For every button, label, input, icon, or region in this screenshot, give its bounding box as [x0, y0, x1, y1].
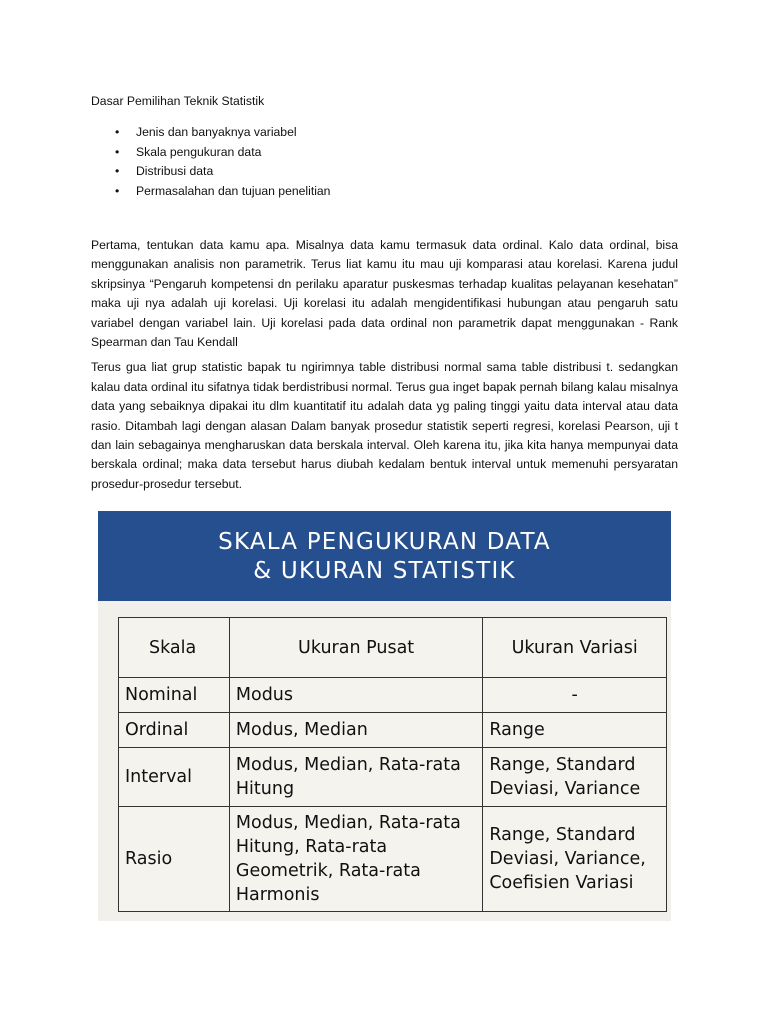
list-item [91, 162, 678, 181]
table-cell-variation: Range, Standard Deviasi, Variance, Coefisien Variasi [483, 807, 667, 912]
table-cell-variation: - [483, 678, 667, 713]
list-item [91, 143, 678, 162]
figure-title-line-1: SKALA PENGUKURAN DATA [218, 529, 551, 555]
column-header-ukuran-variasi: Ukuran Variasi [483, 618, 667, 678]
criteria-list [91, 123, 678, 201]
bullet-icon: • [115, 164, 120, 179]
table-cell-variation: Range, Standard Deviasi, Variance [483, 748, 667, 807]
document-heading: Dasar Pemilihan Teknik Statistik [91, 94, 265, 108]
table-cell-scale: Interval [119, 748, 230, 807]
list-item [91, 123, 678, 142]
figure-title-line-2: & UKURAN STATISTIK [253, 558, 516, 584]
table-cell-central: Modus, Median, Rata-rata Hitung [229, 748, 482, 807]
figure-title-banner [98, 511, 671, 601]
table-cell-scale: Ordinal [119, 713, 230, 748]
table-cell-central: Modus, Median [229, 713, 482, 748]
column-header-ukuran-pusat: Ukuran Pusat [229, 618, 482, 678]
list-item-text: Skala pengukuran data [136, 144, 262, 159]
table-cell-central: Modus, Median, Rata-rata Hitung, Rata-rata Geometrik, Rata-rata Harmonis [229, 807, 482, 912]
bullet-icon: • [115, 125, 120, 140]
paragraph-2: Terus gua liat grup statistic bapak tu ngirimnya table distribusi normal sama table distribusi t. sedangkan kalau data ordinal itu sifatnya tidak berdistribusi normal. Terus gua inget bapak pernah bilang kalau misalnya data yang sebaiknya dipakai itu dlm kuantitatif itu adalah data yg paling tinggi yaitu data interval atau data rasio. Ditambah lagi dengan alasan Dalam banyak prosedur statistik seperti regresi, korelasi Pearson, uji t dan lain sebagainya mengharuskan data berskala interval. Oleh karena itu, jika kita hanya mempunyai data berskala ordinal; maka data tersebut harus diubah kedalam bentuk interval untuk memenuhi persyaratan prosedur-prosedur tersebut. [91, 360, 678, 491]
scale-statistics-table [118, 617, 667, 912]
list-item [91, 182, 678, 201]
table-row [119, 713, 667, 748]
table-header-row [119, 618, 667, 678]
list-item-text: Permasalahan dan tujuan penelitian [136, 183, 331, 198]
document-body [91, 92, 678, 494]
bullet-icon: • [115, 183, 120, 198]
table-cell-scale: Nominal [119, 678, 230, 713]
table-cell-central: Modus [229, 678, 482, 713]
table-row [119, 678, 667, 713]
bullet-icon: • [115, 144, 120, 159]
table-row [119, 748, 667, 807]
column-header-skala: Skala [119, 618, 230, 678]
list-item-text: Jenis dan banyaknya variabel [136, 125, 297, 140]
measurement-scale-figure [98, 511, 671, 921]
table-cell-scale: Rasio [119, 807, 230, 912]
table-cell-variation: Range [483, 713, 667, 748]
list-item-text: Distribusi data [136, 164, 214, 179]
table-row [119, 807, 667, 912]
paragraph-1: Pertama, tentukan data kamu apa. Misalnya data kamu termasuk data ordinal. Kalo data ordinal, bisa menggunakan analisis non parametrik. Terus liat kamu itu mau uji komparasi atau korelasi. Karena judul skripsinya “Pengaruh kompetensi dn perilaku aparatur puskesmas terhadap kualitas pelayanan kesehatan” maka uji nya adalah uji korelasi. Uji korelasi itu adalah mengidentifikasi hubungan atau pengaruh satu variabel dengan variabel lain. Uji korelasi pada data ordinal non parametrik dapat menggunakan - Rank Spearman dan Tau Kendall [91, 237, 678, 349]
